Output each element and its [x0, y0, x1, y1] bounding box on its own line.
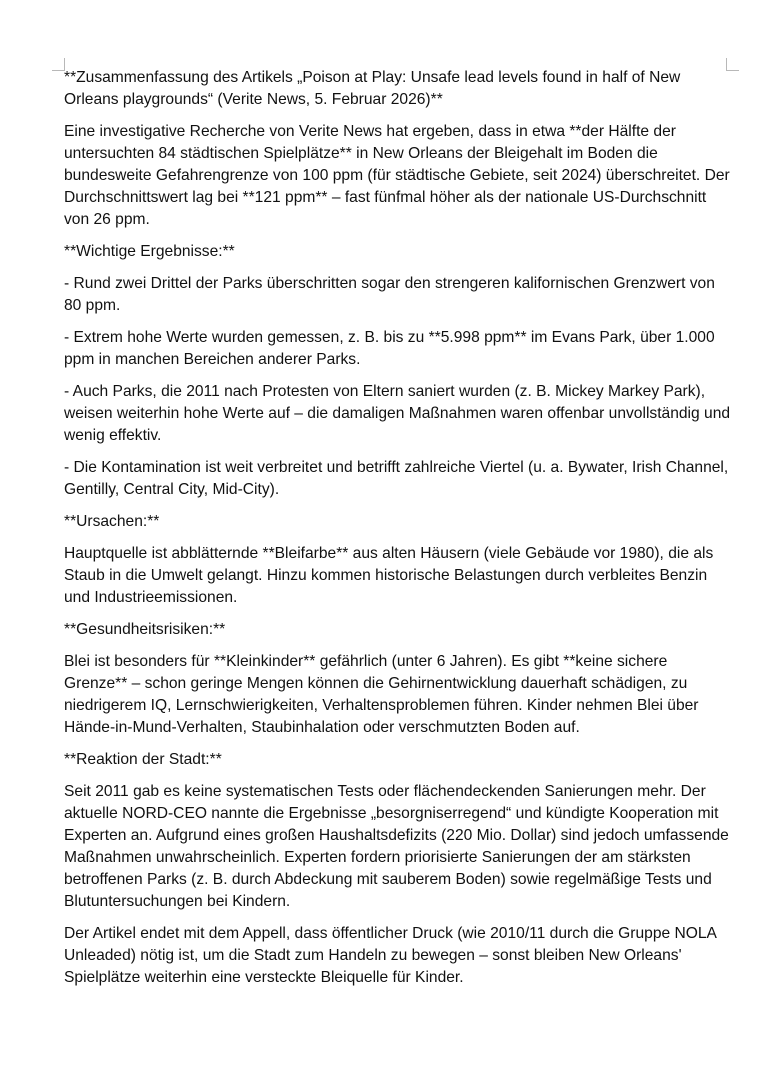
- intro-paragraph: Eine investigative Recherche von Verite News hat ergeben, dass in etwa **der Hälfte der untersuchten 84 städtischen Spielplätze** in New Orleans der Bleigehalt im Boden die bundesweite Gefahrengrenze von 100 ppm (für städtische Gebiete, seit 2024) überschreitet. Der Durchschnittswert lag bei **121 ppm** – fast fünfmal höher als der nationale US-Durchschnitt von 26 ppm.: [64, 123, 730, 228]
- summary-heading: **Zusammenfassung des Artikels „Poison at Play: Unsafe lead levels found in half of New Orleans playgrounds“ (Verite News, 5. Februar 2026)**: [64, 69, 681, 108]
- closing-paragraph: Der Artikel endet mit dem Appell, dass öffentlicher Druck (wie 2010/11 durch die Gruppe NOLA Unleaded) nötig ist, um die Stadt zum Handeln zu bewegen – sonst bleiben New Orleans' Spielplätze weiterhin eine versteckte Bleiquelle für Kinder.: [64, 925, 717, 986]
- section-heading-findings: **Wichtige Ergebnisse:**: [64, 243, 235, 260]
- section-heading-city-response: **Reaktion der Stadt:**: [64, 751, 222, 768]
- finding-item: - Die Kontamination ist weit verbreitet und betrifft zahlreiche Viertel (u. a. Bywater, Irish Channel, Gentilly, Central City, Mid-City).: [64, 459, 729, 498]
- health-risks-paragraph: Blei ist besonders für **Kleinkinder** gefährlich (unter 6 Jahren). Es gibt **keine sichere Grenze** – schon geringe Mengen können die Gehirnentwicklung dauerhaft schädigen, zu niedrigerem IQ, Lernschwierigkeiten, Verhaltensproblemen führen. Kinder nehmen Blei über Hände-in-Mund-Verhalten, Staubinhalation oder verschmutzten Boden auf.: [64, 653, 699, 736]
- document-body[interactable]: [64, 67, 734, 999]
- causes-paragraph: Hauptquelle ist abblätternde **Bleifarbe** aus alten Häusern (viele Gebäude vor 1980), die als Staub in die Umwelt gelangt. Hinzu kommen historische Belastungen durch verbleites Benzin und Industrieemissionen.: [64, 545, 714, 606]
- section-heading-causes: **Ursachen:**: [64, 513, 160, 530]
- finding-item: - Rund zwei Drittel der Parks überschritten sogar den strengeren kalifornischen Grenzwert von 80 ppm.: [64, 275, 715, 314]
- finding-item: - Auch Parks, die 2011 nach Protesten von Eltern saniert wurden (z. B. Mickey Markey Park), weisen weiterhin hohe Werte auf – die damaligen Maßnahmen waren offenbar unvollständig und wenig effektiv.: [64, 383, 731, 444]
- section-heading-health-risks: **Gesundheitsrisiken:**: [64, 621, 226, 638]
- city-response-paragraph: Seit 2011 gab es keine systematischen Tests oder flächendeckenden Sanierungen mehr. Der aktuelle NORD-CEO nannte die Ergebnisse „besorgniserregend“ und kündigte Kooperation mit Experten an. Aufgrund eines großen Haushaltsdefizits (220 Mio. Dollar) sind jedoch umfassende Maßnahmen unwahrscheinlich. Experten fordern priorisierte Sanierungen der am stärksten betroffenen Parks (z. B. durch Abdeckung mit sauberem Boden) sowie regelmäßige Tests und Blutuntersuchungen bei Kindern.: [64, 783, 729, 910]
- finding-item: - Extrem hohe Werte wurden gemessen, z. B. bis zu **5.998 ppm** im Evans Park, über 1.000 ppm in manchen Bereichen anderer Parks.: [64, 329, 715, 368]
